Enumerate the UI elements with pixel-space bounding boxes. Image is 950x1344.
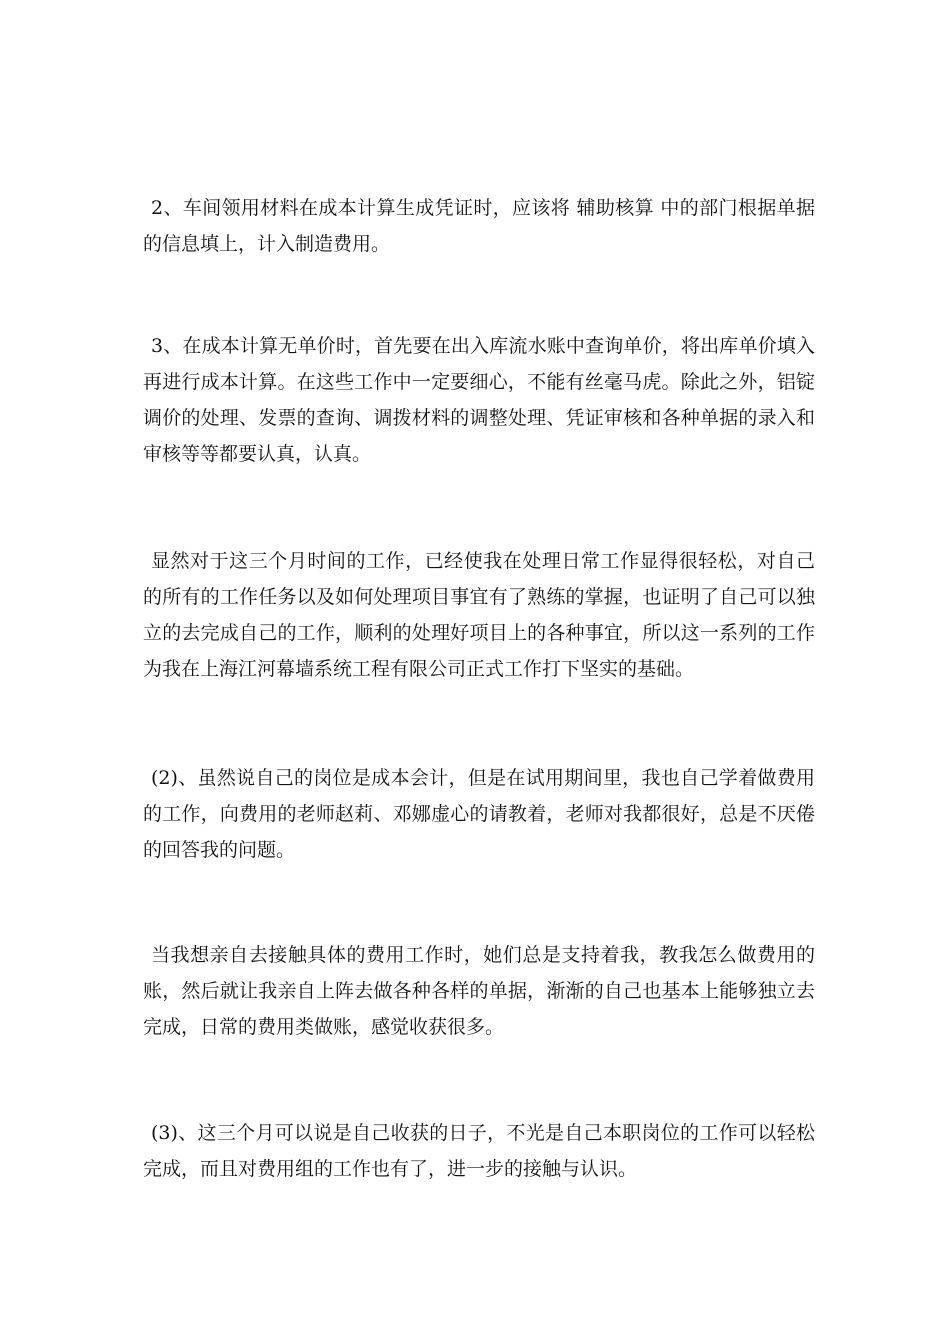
- paragraph-three-months-work: 显然对于这三个月时间的工作，已经使我在处理日常工作显得很轻松，对自己的所有的工作任务以及如何处理项目事宜有了熟练的掌握，也证明了自己可以独立的去完成自己的工作，顺利的处理好项目上的各种事宜，所以这一系列的工作为我在上海江河幕墙系统工程有限公司正式工作打下坚实的基础。: [143, 550, 815, 680]
- paragraph-material-voucher: 2、车间领用材料在成本计算生成凭证时，应该将 辅助核算 中的部门根据单据的信息填上，计入制造费用。: [143, 197, 815, 255]
- paragraph-expense-practice: 当我想亲自去接触具体的费用工作时，她们总是支持着我，教我怎么做费用的账，然后就让我亲自上阵去做各种各样的单据，渐渐的自己也基本上能够独立去完成，日常的费用类做账，感觉收获很多。: [143, 944, 815, 1038]
- paragraph-cost-calculation: 3、在成本计算无单价时，首先要在出入库流水账中查询单价，将出库单价填入再进行成本计算。在这些工作中一定要细心，不能有丝毫马虎。除此之外，铝锭调价的处理、发票的查询、调拨材料的调整处理、凭证审核和各种单据的录入和审核等等都要认真，认真。: [143, 335, 815, 465]
- paragraph-harvest: (3)、这三个月可以说是自己收获的日子，不光是自己本职岗位的工作可以轻松完成，而且对费用组的工作也有了，进一步的接触与认识。: [143, 1122, 815, 1180]
- paragraph-expense-learning: (2)、虽然说自己的岗位是成本会计，但是在试用期间里，我也自己学着做费用的工作，向费用的老师赵莉、邓娜虚心的请教着，老师对我都很好，总是不厌倦的回答我的问题。: [143, 767, 815, 861]
